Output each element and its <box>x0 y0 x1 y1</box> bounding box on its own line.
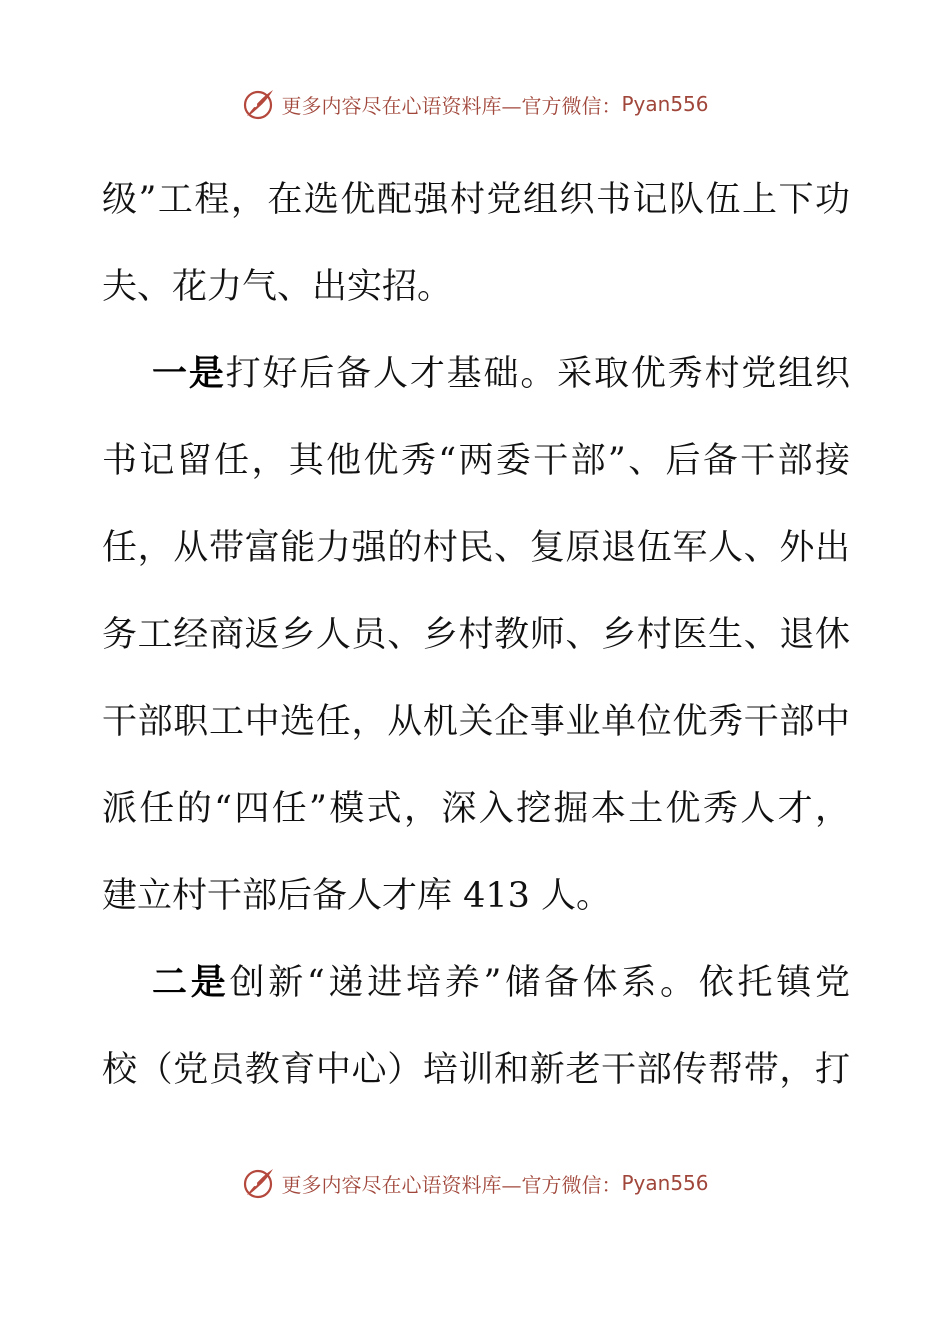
text-line: 夫、花力气、出实招。 <box>102 267 453 307</box>
text-line: 干部职工中选任，从机关企事业单位优秀干部中 <box>102 702 850 742</box>
banner-separator: —官方微信： <box>501 93 622 118</box>
header-banner <box>0 84 950 124</box>
paragraph-lead-line <box>102 951 850 1038</box>
text-line: 务工经商返乡人员、乡村教师、乡村医生、退休 <box>102 615 850 655</box>
banner-title: 更多内容尽在心语资料库 <box>281 93 502 118</box>
paragraph-lead: 二是 <box>152 963 230 1003</box>
footer-banner <box>0 1163 950 1203</box>
banner-wechat-id: Pyan556 <box>621 92 709 116</box>
document-body <box>102 168 850 1125</box>
banner-wechat-id: Pyan556 <box>621 1171 709 1195</box>
text-line: 校（党员教育中心）培训和新老干部传帮带，打 <box>102 1050 850 1090</box>
banner-separator: —官方微信： <box>501 1172 622 1197</box>
paragraph-lead-line <box>102 342 850 429</box>
quill-logo-icon <box>241 1165 277 1201</box>
text-line: 级”工程，在选优配强村党组织书记队伍上下功 <box>102 180 850 220</box>
text-line: 建立村干部后备人才库 413 人。 <box>102 876 612 916</box>
banner-title: 更多内容尽在心语资料库 <box>281 1172 502 1197</box>
quill-logo-icon <box>241 86 277 122</box>
text-line: 派任的“四任”模式，深入挖掘本土优秀人才， <box>102 789 850 829</box>
text-segment: 打好后备人才基础。采取优秀村党组织 <box>225 354 850 394</box>
text-line: 书记留任，其他优秀“两委干部”、后备干部接 <box>102 441 850 481</box>
text-line: 任，从带富能力强的村民、复原退伍军人、外出 <box>102 528 850 568</box>
text-segment: 创新“递进培养”储备体系。依托镇党 <box>229 963 850 1003</box>
paragraph-lead: 一是 <box>152 354 226 394</box>
